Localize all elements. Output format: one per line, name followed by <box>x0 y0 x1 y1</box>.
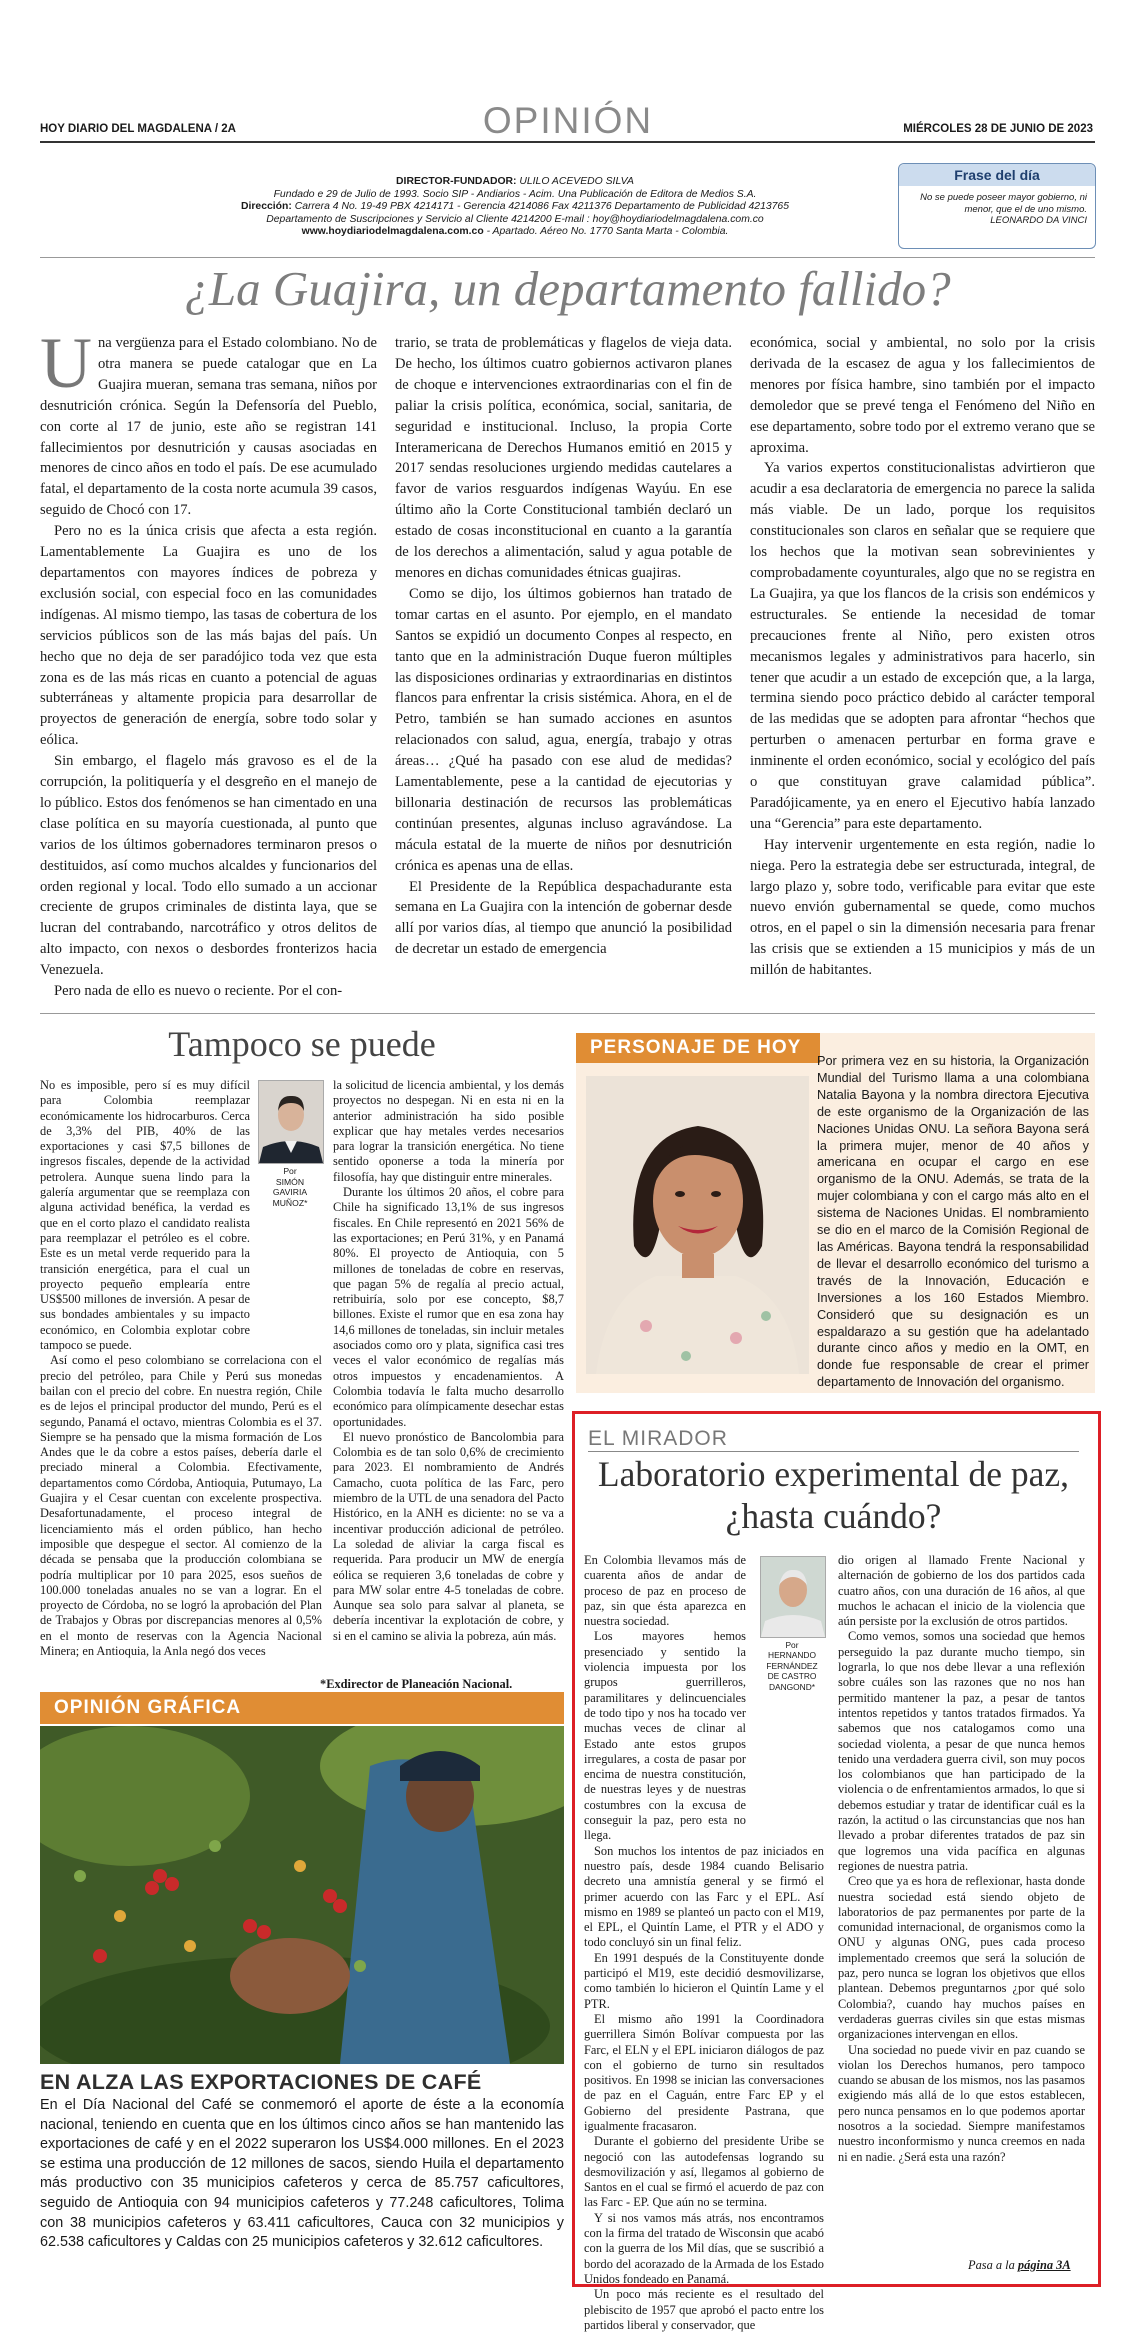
editorial-headline: ¿La Guajira, un departamento fallido? <box>184 261 951 316</box>
opinion-grafica-text: En el Día Nacional del Café se conmemoró el aporte de éste a la economía nacional, teniendo en cuenta que en los últimos cinco años se han mantenido las exportaciones de café y en el 2022 superaron los US$4.000 millones. En el 2023 se estima una producción de 12 millones de sacos, siendo Huila el departamento más productivo con 35 municipios cafeteros y cerca de 85.757 caficultores, seguido de Antioquia con 94 municipios cafeteros y 77.248 caficultores, Tolima con 38 municipios cafeteros y 63.411 caficultores, Cauca con 32 municipios y 62.538 caficultores y Caldas con 25 municipios cafeteros y 32.612 caficultores. <box>40 2097 564 2251</box>
continue-page[interactable]: página 3A <box>1017 2258 1071 2272</box>
editorial-column-1 <box>40 323 377 1002</box>
masthead-divider <box>40 257 1095 258</box>
paragraph: Pero nada de ello es nuevo o reciente. Por el con- <box>54 983 343 1000</box>
continue-prefix: Pasa a la <box>968 2258 1018 2272</box>
column-text-1 <box>40 1078 322 1659</box>
byline-line: DE CASTRO <box>767 1671 817 1682</box>
director-label: DIRECTOR-FUNDADOR: <box>396 176 517 187</box>
personaje-photo <box>586 1076 809 1374</box>
editorial-column-3 <box>750 333 1095 981</box>
byline-line: Por <box>283 1166 297 1176</box>
paragraph: la solicitud de licencia ambiental, y los demás proyectos no despegan. Ni en esta ni en la anterior administración ha sido posible explicar que hay metales verdes necesarios para lograr la transición energética. No tiene sentido oponerse a toda la minería por filosofía, hay que distinguir entre minerales. <box>333 1078 564 1184</box>
paragraph: Pero no es la única crisis que afecta a esta región. Lamentablemente La Guajira es uno de los departamentos con mayores índices de pobreza y exclusión social, con especial foco en las comunidades indígenas. Al mismo tiempo, las tasas de cobertura de los servicios públicos son de las más bajas del país. Un hecho que no deja de ser paradójico toda vez que esta zona es de las más ricas en cuanto a potencial de aguas subterráneas y altamente propicia para desarrollar de proyectos de generación de energía, sobre todo solar y eólica. <box>40 523 377 749</box>
paragraph: Sin embargo, el flagelo más gravoso es el de la corrupción, la politiquería y el desgreño en el manejo de lo público. Estos dos fenómenos se han cimentado en una clase política en su mayoría cuestionada, al punto que varios de los últimos gobernadores terminaron presos o destituidos, así como muchos alcaldes y funcionarios del orden regional y local. Todo ello sumado a un accionar creciente de grupos criminales de distinta laya, que se lucran del contrabando, narcotráfico y otros delitos de alto impacto, con nexos o desbordes fronterizos hacia Venezuela. <box>40 753 377 979</box>
masthead-line: - Apartado. Aéreo No. 1770 Santa Marta - Colombia. <box>483 226 729 238</box>
paragraph: dio origen al llamado Frente Nacional y alternación de gobierno de los dos partidos cada cuatro años, con una duración de 16 años, al que muchos le achacan el inicio de la violencia que aún persiste por la exclusión de otros partidos. <box>838 1553 1085 1629</box>
drop-cap: U <box>40 323 92 403</box>
byline-line: HERNANDO <box>768 1650 816 1661</box>
paragraph: Un poco más reciente es el resultado del plebiscito de 1957 que aprobó el pacto entre los partidos liberal y conservador, que <box>584 2287 824 2332</box>
paragraph: trario, se trata de problemáticas y flagelos de vieja data. De hecho, los últimos cuatro gobiernos activaron planes de choque e intervenciones extraordinarias con el fin de paliar la crisis política, económica, social, sanitaria, de seguridad e institucional. Incluso, la propia Corte Interamericana de Derechos Humanos emitió en 2015 y 2017 sendas resoluciones urgiendo medidas cautelares a favor de varios resguardos indígenas Wayúu. En ese último año la Corte Constitucional también declaró un estado de cosas inconstitucional en cuanto a la garantía de los derechos a alimentación, salud y agua potable de menores en dichas comunidades étnicas guajiras. <box>395 335 732 581</box>
paragraph: Los mayores hemos presenciado y sentido la violencia impuesta por los grupos guerrilleros, paramilitares y delincuenciales de todo tipo y nos ha tocado ver muchas veces de clinar al Estado ante estos grupos irregulares, a costa de pasar por encima de nuestra constitución, de nuestras leyes y de nuestras costumbres con la excusa de conseguir la paz, pero esta no llega. <box>584 1629 746 1843</box>
byline-line: DANGOND* <box>768 1681 816 1692</box>
mirador-headline: Laboratorio experimental de paz, ¿hasta cuándo? <box>597 1454 1070 1536</box>
mirador-divider <box>588 1451 1079 1452</box>
personaje-tab: PERSONAJE DE HOY <box>576 1033 820 1063</box>
editorial-column-2 <box>395 333 732 960</box>
quote-of-day-title: Frase del día <box>899 164 1095 186</box>
paragraph: El mismo año 1991 la Coordinadora guerrillera Simón Bolívar compuesta por las Farc, el ELN y el EPL iniciaron diálogos de paz con el gobierno de turno sin resultados positivos. En 1998 se inician las conversaciones de paz en el Caguán, entre Farc EP y el Gobierno del presidente Pastrana, que igualmente fracasaron. <box>584 2011 824 2133</box>
column-headline: Tampoco se puede <box>168 1024 436 1064</box>
coffee-harvest-photo <box>40 1726 564 2064</box>
mirador-label: EL MIRADOR <box>588 1427 728 1450</box>
byline-line: FERNÁNDEZ <box>766 1660 818 1671</box>
opinion-grafica-tab: OPINIÓN GRÁFICA <box>40 1692 564 1724</box>
section-title: OPINIÓN <box>482 100 654 141</box>
issue-date: MIÉRCOLES 28 DE JUNIO DE 2023 <box>903 123 1093 135</box>
header-divider <box>40 141 1095 143</box>
paragraph: En Colombia llevamos más de cuarenta años de andar de proceso de paz en proceso de paz, sin que ésta aparezca en nuestra sociedad. <box>584 1553 746 1629</box>
paragraph: El nuevo pronóstico de Bancolombia para Colombia es de tan solo 0,6% de crecimiento para 2023. El nombramiento de Andrés Camacho, cuota política de las Farc, pero miembro de la UTL de una senadora del Pacto Histórico, en la ANH es diciente: no se va a incentivar producción adicional de petróleo. La soledad de aliviar la carga fiscal es requerida. Para producir un MW de energía eólica se requieren 3,6 toneladas de cobre y para MW solar entre 4-5 toneladas de cobre. Aunque sea solo para salvar al planeta, se debería incentivar la explotación de cobre, y si en el camino se alivia la pobreza, aún más. <box>333 1429 564 1643</box>
paragraph: Hay intervenir urgentemente en esta región, nadie lo niega. Pero la estrategia debe ser estructurada, integral, de largo plazo y, sobre todo, verificable para evitar que este nuevo envión gubernamental se quede, como muchos otros, en el papel o sin la dimensión necesaria para frenar las crisis que se extienden a 15 municipios y más de un millón de habitantes. <box>750 836 1095 979</box>
paragraph: Durante el gobierno del presidente Uribe se negoció con las autodefensas logrando su desmovilización y así, llegamos al gobierno de Santos en el cual se firmó el acuerdo de paz con las Farc - EP. Que aún no se termina. <box>584 2134 824 2210</box>
paragraph: Creo que ya es hora de reflexionar, hasta donde nuestra sociedad está siendo objeto de laboratorios de paz permanentes por parte de la comunidad internacional, de organismos como la ONU y algunas ONG, pues cada proceso implementado creemos que será la solución de paz, pero nunca se logran los objetivos que ellos plantean. Debemos preguntarnos ¿por qué solo Colombia?, cuando hay muchos países en verdaderas guerras civiles sin que estas mismas organizaciones intervengan en ellos. <box>838 1874 1085 2042</box>
paragraph: No es imposible, pero sí es muy difícil para Colombia reemplazar económicamente los hidrocarburos. Cerca de 3,3% del PIB, 40% de las exportaciones y casi $7,5 billones de ingresos fiscales, depende de la actividad petrolera. Aunque suena lindo para la galería argumentar que se reemplaza con alguna actividad benéfica, la verdad es que en el corto plazo el candidato realista para reemplazar el petróleo es el cobre. Este es un metal verde requerido para la transición energética, para el cual un proyecto pequeño emplearía entre US$500 millones de inversión. A pesar de sus bondades ambientales y su impacto económico, en Colombia explotar cobre tampoco se puede. <box>40 1078 250 1353</box>
paragraph: Como vemos, somos una sociedad que hemos perseguido la paz durante mucho tiempo, sin lograrla, lo que nos debe llevar a una reflexión sobre cuáles son las razones que no nos han permitido mantener la paz, a pesar de tantos intentos repetidos y tantos tratados firmados. Ya sabemos que nos catalogamos como una sociedad violenta, a pesar de que nunca hemos tenido una verdadera guerra civil, son muy pocos los colombianos que han participado de la violencia o de enfrentamientos armados, lo que si debemos estudiar y tratar de identificar cuál es la razón, la actitud o las circunstancias que nos han llevado a probar diferentes tratados de paz sin que logremos una vida pacífica en algunas regiones de nuestra patria. <box>838 1629 1085 1873</box>
paragraph: Una sociedad no puede vivir en paz cuando se violan los Derechos humanos, pero tampoco cuando se abusan de los mismos, nos las pasamos exigiendo más allá de lo que estos establecen, pero nunca pensamos en lo que podemos aportar nosotros a la sociedad. Siempre manifestamos nuestro inconformismo y nunca creemos en nada ni en nadie. ¿Será esta una razón? <box>838 2042 1085 2164</box>
paragraph: El Presidente de la República despachadurante esta semana en La Guajira con la intención de gobernar desde allí por varios días, al tiempo que anunció la posibilidad de decretar un estado de emergencia <box>395 878 732 958</box>
masthead-line: Fundado e 29 de Julio de 1993. Socio SIP - Andiarios - Acim. Una Publicación de Editora de Medios S.A. <box>273 188 757 200</box>
opinion-grafica-headline: EN ALZA LAS EXPORTACIONES DE CAFÉ <box>40 2070 482 2094</box>
column-text-2 <box>333 1078 564 1644</box>
paragraph: Como se dijo, los últimos gobiernos han tratado de tomar cartas en el asunto. Por ejemplo, en el mandato Santos se expidió un documento Conpes al respecto, en tanto que en la administración Duque fueron múltiples las disposiciones ordinarias y extraordinarias en distintos flancos para enfrentar la crisis sistémica. Ahora, en el de Petro, también se han sumado acciones en asuntos relacionados con salud, agua, energía, trabajo y otras áreas… ¿Qué ha pasado con ese alud de medidas? Lamentablemente, pese a la cantidad de ejecutorias y billonaria destinación de recursos las problemáticas continúan presentes, algunas incluso agravándose. La mácula estatal de la muerte de niños por desnutrición crónica es apenas una de ellas. <box>395 585 732 874</box>
byline-line: Por <box>785 1640 799 1650</box>
mirador-column-2 <box>838 1553 1085 2165</box>
masthead-line: Departamento de Suscripciones y Servicio al Cliente 4214200 E-mail : hoy@hoydiariodelmagdalena.com.co <box>266 213 764 225</box>
paragraph: Durante los últimos 20 años, el cobre para Chile ha significado 13,1% de sus ingresos fiscales. En Chile representó en 2021 56% de las exportaciones; en Perú 31%, y en Panamá 80%. El proyecto de Antioquia, con 5 millones de toneladas de cobre en reservas, que pagan 5% de regalía al precio actual, retribuiría, solo por ese concepto, $8,7 billones. Existe el rumor que en esa zona hay 14,6 millones de toneladas, sin incluir metales asociados como oro y plata, significa casi tres veces el valor económico de regalías más otros impuestos y encadenamientos. A Colombia todavía le falta mucho desarrollo económico para olímpicamente desechar estas oportunidades. <box>333 1185 564 1429</box>
website-link[interactable]: www.hoydiariodelmagdalena.com.co <box>301 226 484 238</box>
quote-text: No se puede poseer mayor gobierno, ni menor, que el de uno mismo. <box>920 192 1087 215</box>
masthead <box>160 176 870 239</box>
section-divider <box>40 1013 1095 1014</box>
quote-author: LEONARDO DA VINCI <box>990 215 1087 226</box>
paragraph: Son muchos los intentos de paz iniciados en nuestro país, desde 1984 cuando Belisario decreto una amnistía general y se firmó el primer acuerdo con las Farc y el EPL. Así mismo en 1989 se planteó un pacto con el M19, el EPL, el Quintín Lame, el PTR y el ADO y todo concluyó sin un final feliz. <box>584 1843 824 1950</box>
byline-line: MUÑOZ* <box>272 1197 308 1208</box>
author-signature: *Exdirector de Planeación Nacional. <box>320 1677 513 1691</box>
mirador-column-1 <box>584 1553 824 2333</box>
quote-of-day-text <box>907 192 1087 227</box>
continue-link[interactable] <box>968 2258 1071 2273</box>
byline-line: SIMÓN <box>275 1176 305 1187</box>
direccion-label: Dirección: <box>241 201 292 213</box>
byline-line: GAVIRIA <box>272 1187 308 1197</box>
paragraph: na vergüenza para el Estado colombiano. No de otra manera se puede catalogar que en La Guajira mueran, semana tras semana, niños por desnutrición crónica. Según la Defensoría del Pueblo, con corte al 17 de junio, este año se registran 141 fallecimientos por desnutrición y causas asociadas en menores de cinco años en todo el país. De ese acumulado fatal, el departamento de la costa norte acumula 39 casos, seguido de Chocó con 17. <box>40 335 377 519</box>
quote-of-day-box <box>898 163 1096 249</box>
newspaper-name: HOY DIARIO DEL MAGDALENA / 2A <box>40 123 236 135</box>
paragraph: Ya varios expertos constitucionalistas advirtieron que acudir a esa declaratoria de emergencia no parece la salida más viable. De un lado, porque los requisitos constitucionales son claros en señalar que se requiere que los hechos que la motivan sean sobrevinientes y comprobadamente coyunturales, algo que no se registra en La Guajira, ya que los flancos de la crisis son endémicos y estructurales. Se entiende la necesidad de tomar precauciones frente al Niño, pero existen otros mecanismos legales y administrativos para hacerlo, sin tener que acudir a un estado de excepción que, a la larga, termina siendo poco práctico debido al carácter temporal de las medidas que se adopten para afrontar “hechos que perturben o amenacen perturbar en forma grave e inminente el orden económico, social y ecológico del país o que constituyan grave calamidad pública”. Paradójicamente, ya en enero el Ejecutivo había lanzado una “Gerencia” para este departamento. <box>750 460 1095 832</box>
masthead-line: Carrera 4 No. 19-49 PBX 4214171 - Gerencia 4214086 Fax 4211376 Departamento de Publicidad 4213765 <box>291 201 789 213</box>
paragraph: económica, social y ambiental, no solo por la crisis derivada de la escasez de agua y los fallecimientos de menores por física hambre, sino también por el impacto demoledor que se prevé tenga el Fenómeno del Niño en ese departamento, sobre todo por el extremo verano que se aproxima. <box>750 335 1095 456</box>
paragraph: Y si nos vamos más atrás, nos encontramos con la firma del tratado de Wisconsin que acabó con la guerra de los Mil días, que se suscribió a bordo del acorazado de la Armada de los Estado Unidos fondeado en Panamá. <box>584 2210 824 2286</box>
director-name: ULILO ACEVEDO SILVA <box>519 176 634 187</box>
personaje-text: Por primera vez en su historia, la Organización Mundial del Turismo llama a una colombiana Natalia Bayona y la nombra directora Ejecutiva de este organismo de la Organización de las Naciones Unidas ONU. La señora Bayona será la primera mujer, menor de 40 años y americana en ocupar el cargo en ese organismo de la ONU. Además, se trata de la mujer colombiana y con el cargo más alto en el sistema de Naciones Unidas. El nombramiento se dio en el marco de la Comisión Regional de las Américas. Bayona tendrá la responsabilidad de llevar el desarrollo económico del turismo a través de la Innovación, Educación e Inversiones a los 160 Estados Miembro. Consideró que su designación es un espaldarazo a su gestión que ha adelantado durante cinco años y medio en la OMT, en donde fue responsable de crear el primer departamento de Innovación del organismo. <box>817 1054 1089 1390</box>
paragraph: Así como el peso colombiano se correlaciona con el precio del petróleo, para Chile y Perú sus monedas bailan con el precio del cobre. En nuestra región, Chile es de lejos el principal productor del mundo, Perú es el segundo, Panamá el octavo, mientras Colombia es el 37. Siempre se ha pensado que la misma formación de Los Andes que le da cobre a estos países, debería darle el preciado mineral a Colombia. Efectivamente, departamentos como Córdoba, Antioquia, Putumayo, La Guajira y el Cesar cuentan con excelente prospectiva. Desafortunadamente, el proceso integral de licenciamiento más el orden público, han hecho imposible que despegue el sector. Al comienzo de la década se pensaba que la producción colombiana se podría multiplicar por 10 para 2025, esos sueños de 100.000 toneladas anuales no se van a lograr. En el proyecto de Córdoba, no se logró la aprobación del Plan de Trabajos y Obras por discrepancias menores al 0,5% en el monto de reservas con la Agencia Nacional Minera; en Antioquia, la Anla negó dos veces <box>40 1353 322 1658</box>
paragraph: En 1991 después de la Constituyente donde participó el M19, este decidió desmovilizarse, como también lo hicieron el Quintín Lame y el PTR. <box>584 1950 824 2011</box>
